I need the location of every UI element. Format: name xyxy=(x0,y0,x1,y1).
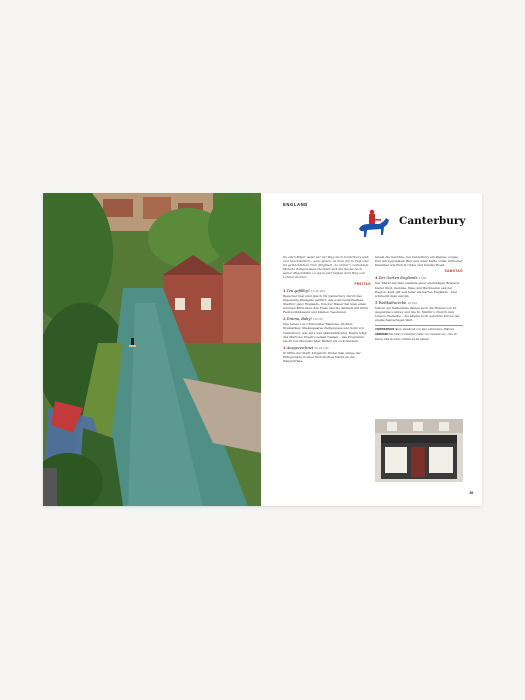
cafe-photo xyxy=(375,419,463,482)
item-number: 3 xyxy=(283,345,286,350)
article-page xyxy=(261,193,482,506)
item-title: Der Garten Englands xyxy=(378,276,418,281)
item-heading xyxy=(283,317,371,321)
page-number: 35 xyxy=(469,491,473,495)
item-title: Tea gefällig? xyxy=(286,288,310,293)
item-number: 5 xyxy=(375,300,378,305)
item-heading xyxy=(375,301,463,305)
item-number: 1 xyxy=(283,288,286,293)
river-scene-illustration xyxy=(43,193,261,506)
item-title: Ausgezeichnet xyxy=(286,345,314,350)
item-time: 10 Uhr xyxy=(407,300,418,305)
intro-paragraph: Im alten Pilger weist nur der Weg nach Canterbury weit und beschwerlich – ganz gleich, ob man ihn zu Fuß oder im gemächlichen Trab (Englisch „to canter“) zurücklegt. Manche Zeitgenossen machten sich die Suche nach seiner Pilgerstätte zu eigen und folgten dem Weg von London hierher. xyxy=(283,255,370,280)
item-title: Drama, Baby! xyxy=(286,317,312,322)
photo-caption xyxy=(375,333,463,341)
sidebar-label xyxy=(375,325,463,332)
item-heading xyxy=(283,346,371,350)
item-text: Neben der Kathedrale zählen auch die Ruinen von St. Augustine’s Abbey und die St. Martin’s Church zum Unesco-Welterbe – die älteste noch genutzte Kirche der englischsprachigen Welt. xyxy=(375,305,460,323)
item-number: 2 xyxy=(283,317,286,322)
sidebar-label-text: VORMERKEN xyxy=(375,328,395,332)
item-time: 15.30 Uhr xyxy=(310,288,326,293)
item-time: 20.45 Uhr xyxy=(314,345,329,350)
caption-text: Die Cafés in Canterbury laden zum Verweilen ein – hier ein kleines Café am Fluss mit Blick auf die Altstadt. xyxy=(375,333,458,341)
item-number: 4 xyxy=(375,276,378,281)
item-title: Weltkulturerbe xyxy=(378,300,407,305)
item-text: In Mitte der Stadt Kingsbury findet man einige der Höhepunkte in einer historischen Nacht an der Hauptstraße. xyxy=(283,350,361,364)
horse-and-rider-icon xyxy=(353,207,393,247)
region-label: ENGLAND xyxy=(283,202,308,207)
item-text: Besucher hier sind gleich für Canterbury durch das imposante Westgate geführt, das wohl besterhaltene Stadttor ganz Englands. Von der Mauer hat man einen schönen Blick über den Fluss und die Altstadt mit ihren Fachwerkhäusern und kleinen Teestuben. xyxy=(283,293,369,315)
item-heading xyxy=(375,276,463,280)
day-heading-saturday: SAMSTAG xyxy=(444,269,463,274)
sidebar-text: Eine Handvoll mit den schönsten Plätzen xyxy=(395,328,455,332)
left-text-column xyxy=(283,255,371,365)
right-text-column xyxy=(375,255,463,344)
day-heading-friday: FREITAG xyxy=(354,281,371,286)
magazine-spread xyxy=(43,193,482,506)
caption-label: ANZEIGEN xyxy=(375,333,389,337)
item-time: 18 Uhr xyxy=(312,317,323,322)
item-text: Das Leben von Christopher Marlowe, Dichter, Dramatiker, Shakespeares Zeitgenosse und Sohn von Canterbury, war kurz und skandalträchtig. Heute trägt das Marlowe Theatre seinen Namen – das Programm reicht von Musicals über Ballett bis zu Komödien. xyxy=(283,322,367,343)
canterbury-river-photo xyxy=(43,193,261,506)
continued-paragraph: hinein die Gerichte, bei Canterbury ein kleines, uriges Pub mit regionalem Bier und einer Karte voller britischer Klassiker wie Fish & Chips und Sunday Roast. xyxy=(375,255,463,268)
item-heading xyxy=(283,289,371,293)
item-text: Der Markt auf dem Gelände einer ehemaligen Brauerei bietet Obst, Gemüse, Käse und Backwaren aus der Region. Kent gilt seit jeher als Garten Englands – hier schmeckt man warum. xyxy=(375,281,460,298)
item-time: 9 Uhr xyxy=(418,276,427,281)
cafe-storefront-illustration xyxy=(375,419,463,482)
page-title: Canterbury xyxy=(399,215,466,227)
